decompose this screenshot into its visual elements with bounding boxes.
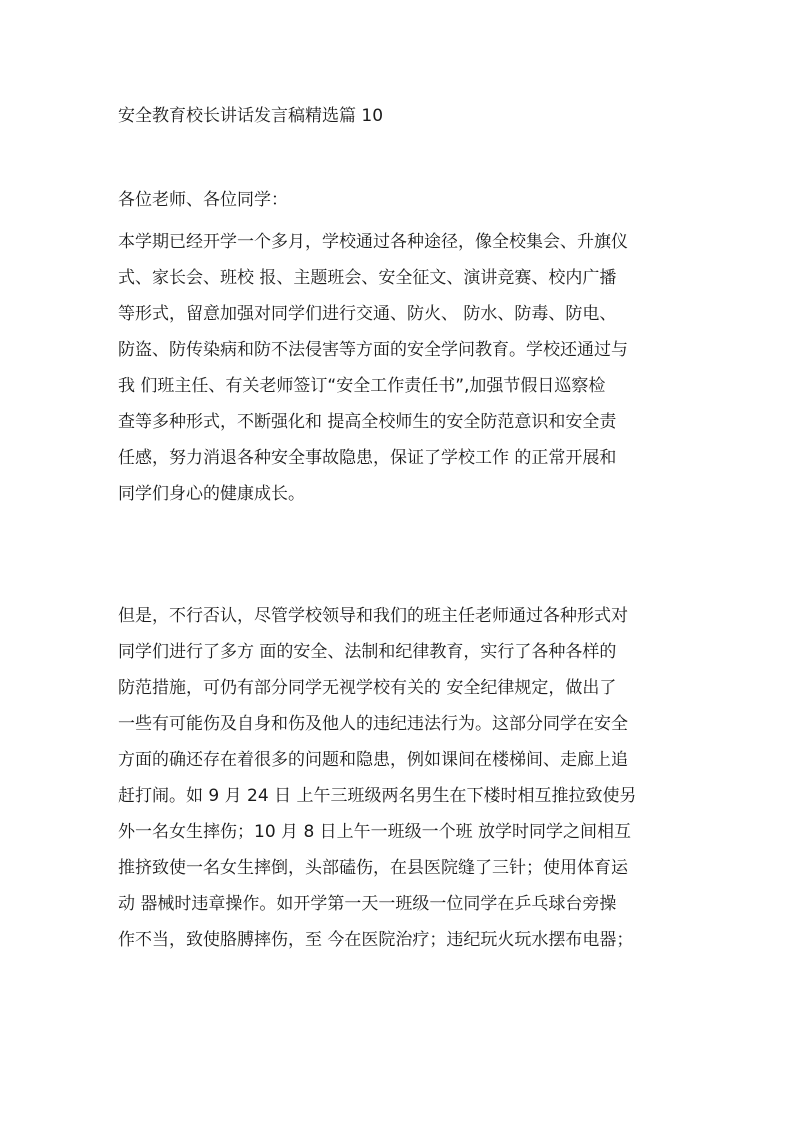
paragraph-line: 本学期已经开学一个多月，学校通过各种途径，像全校集会、升旗仪 xyxy=(118,232,628,252)
document-title: 安全教育校长讲话发言稿精选篇 10 xyxy=(118,106,384,126)
paragraph-line: 防范措施，可仍有部分同学无视学校有关的 安全纪律规定，做出了 xyxy=(118,678,617,698)
paragraph-line: 式、家长会、班校 报、主题班会、安全征文、演讲竞赛、校内广播 xyxy=(118,268,617,288)
paragraph-line: 等形式，留意加强对同学们进行交通、防火、 防水、防毒、防电、 xyxy=(118,304,617,324)
paragraph-line: 我 们班主任、有关老师签订“安全工作责任书”,加强节假日巡察检 xyxy=(118,376,606,396)
paragraph-line: 同学们进行了多方 面的安全、法制和纪律教育，实行了各种各样的 xyxy=(118,642,617,662)
paragraph-line: 任感，努力消退各种安全事故隐患，保证了学校工作 的正常开展和 xyxy=(118,448,617,468)
paragraph-line: 推挤致使一名女生摔倒，头部磕伤，在县医院缝了三针；使用体育运 xyxy=(118,858,628,878)
paragraph-line: 防盗、防传染病和防不法侵害等方面的安全学问教育。学校还通过与 xyxy=(118,340,628,360)
paragraph-line: 同学们身心的健康成长。 xyxy=(118,484,305,504)
paragraph-line: 赶打闹。如 9 月 24 日 上午三班级两名男生在下楼时相互推拉致使另 xyxy=(118,786,637,806)
paragraph-line: 外一名女生摔伤；10 月 8 日上午一班级一个班 放学时同学之间相互 xyxy=(118,822,632,842)
paragraph-line: 但是，不行否认，尽管学校领导和我们的班主任老师通过各种形式对 xyxy=(118,606,628,626)
paragraph-2 xyxy=(118,598,678,958)
paragraph-line: 一些有可能伤及自身和伤及他人的违纪违法行为。这部分同学在安全 xyxy=(118,714,628,734)
paragraph-line: 查等多种形式，不断强化和 提高全校师生的安全防范意识和安全责 xyxy=(118,412,617,432)
paragraph-1 xyxy=(118,224,678,512)
paragraph-line: 作不当，致使胳膊摔伤，至 今在医院治疗；违纪玩火玩水摆布电器； xyxy=(118,930,634,950)
salutation: 各位老师、各位同学： xyxy=(118,190,288,210)
paragraph-line: 方面的确还存在着很多的问题和隐患，例如课间在楼梯间、走廊上追 xyxy=(118,750,628,770)
paragraph-line: 动 器械时违章操作。如开学第一天一班级一位同学在乒乓球台旁操 xyxy=(118,894,617,914)
